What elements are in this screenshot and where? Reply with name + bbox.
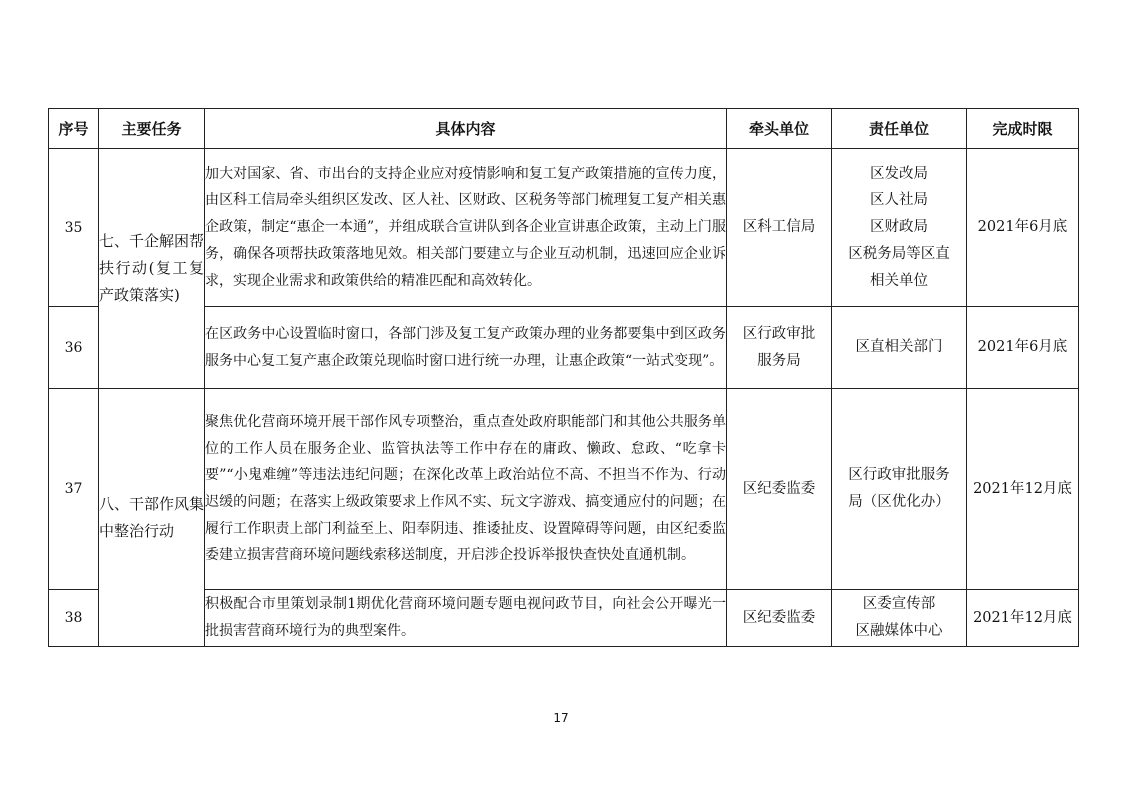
- deadline: 2021年12月底: [967, 389, 1079, 590]
- responsible-unit-line: 区财政局: [870, 219, 928, 236]
- row-content: 积极配合市里策划录制1期优化营商环境问题专题电视问政节目，向社会公开曝光一批损害营商环境行为的典型案件。: [205, 590, 727, 647]
- lead-unit: 区科工信局: [727, 149, 832, 307]
- page-number: 17: [553, 711, 569, 725]
- task-table: [48, 108, 1079, 647]
- lead-unit: 区纪委监委: [727, 590, 832, 647]
- lead-unit: 区纪委监委: [727, 389, 832, 590]
- header-content: 具体内容: [205, 109, 727, 149]
- responsible-unit-line: 区行政审批服务: [848, 467, 950, 484]
- responsible-unit-line: 区融媒体中心: [855, 623, 943, 639]
- row-content: 加大对国家、省、市出台的支持企业应对疫情影响和复工复产政策措施的宣传力度，由区科工信局牵头组织区发改、区人社、区财政、区税务等部门梳理复工复产相关惠企政策，制定“惠企一本通”，并组成联合宣讲队到各企业宣讲惠企政策，主动上门服务，确保各项帮扶政策落地见效。相关部门要建立与企业互动机制，迅速回应企业诉求，实现企业需求和政策供给的精准匹配和高效转化。: [205, 149, 727, 307]
- responsible-unit: [832, 149, 967, 307]
- row-content: 在区政务中心设置临时窗口，各部门涉及复工复产政策办理的业务都要集中到区政务服务中心复工复产惠企政策兑现临时窗口进行统一办理，让惠企政策“一站式变现”。: [205, 307, 727, 389]
- row-content: 聚焦优化营商环境开展干部作风专项整治，重点查处政府职能部门和其他公共服务单位的工作人员在服务企业、监管执法等工作中存在的庸政、懒政、怠政、“吃拿卡要”“小鬼难缠”等违法违纪问题；在深化改革上政治站位不高、不担当不作为、行动迟缓的问题；在落实上级政策要求上作风不实、玩文字游戏、搞变通应付的问题；在履行工作职责上部门利益至上、阳奉阴违、推诿扯皮、设置障碍等问题，由区纪委监委建立损害营商环境问题线索移送制度，开启涉企投诉举报快查快处直通机制。: [205, 389, 727, 590]
- responsible-unit-line: 区税务局等区直: [848, 245, 950, 262]
- responsible-unit-line: 相关单位: [870, 272, 928, 289]
- header-no: 序号: [49, 109, 99, 149]
- responsible-unit: 区直相关部门: [832, 307, 967, 389]
- row-number: 37: [49, 389, 99, 590]
- responsible-unit-line: 区委宣传部: [862, 596, 936, 613]
- header-lead-unit: 牵头单位: [727, 109, 832, 149]
- responsible-unit: [832, 389, 967, 590]
- main-task-7: 七、千企解困帮扶行动(复工复产政策落实): [99, 149, 205, 389]
- responsible-unit-line: 局（区优化办）: [848, 494, 950, 510]
- main-task-8: 八、干部作风集中整治行动: [99, 389, 205, 647]
- lead-unit: [727, 307, 832, 389]
- row-number: 38: [49, 590, 99, 647]
- lead-unit-line: 服务局: [757, 352, 801, 369]
- header-responsible-unit: 责任单位: [832, 109, 967, 149]
- deadline: 2021年12月底: [967, 590, 1079, 647]
- deadline: 2021年6月底: [967, 307, 1079, 389]
- lead-unit-line: 区行政审批: [742, 325, 816, 342]
- responsible-unit-line: 区人社局: [870, 192, 928, 209]
- responsible-unit: [832, 590, 967, 647]
- header-task: 主要任务: [99, 109, 205, 149]
- row-number: 36: [49, 307, 99, 389]
- deadline: 2021年6月底: [967, 149, 1079, 307]
- table-header-row: [49, 109, 1079, 149]
- responsible-unit-line: 区发改局: [870, 165, 928, 182]
- table-row: [49, 389, 1079, 590]
- row-number: 35: [49, 149, 99, 307]
- table-row: [49, 149, 1079, 307]
- header-deadline: 完成时限: [967, 109, 1079, 149]
